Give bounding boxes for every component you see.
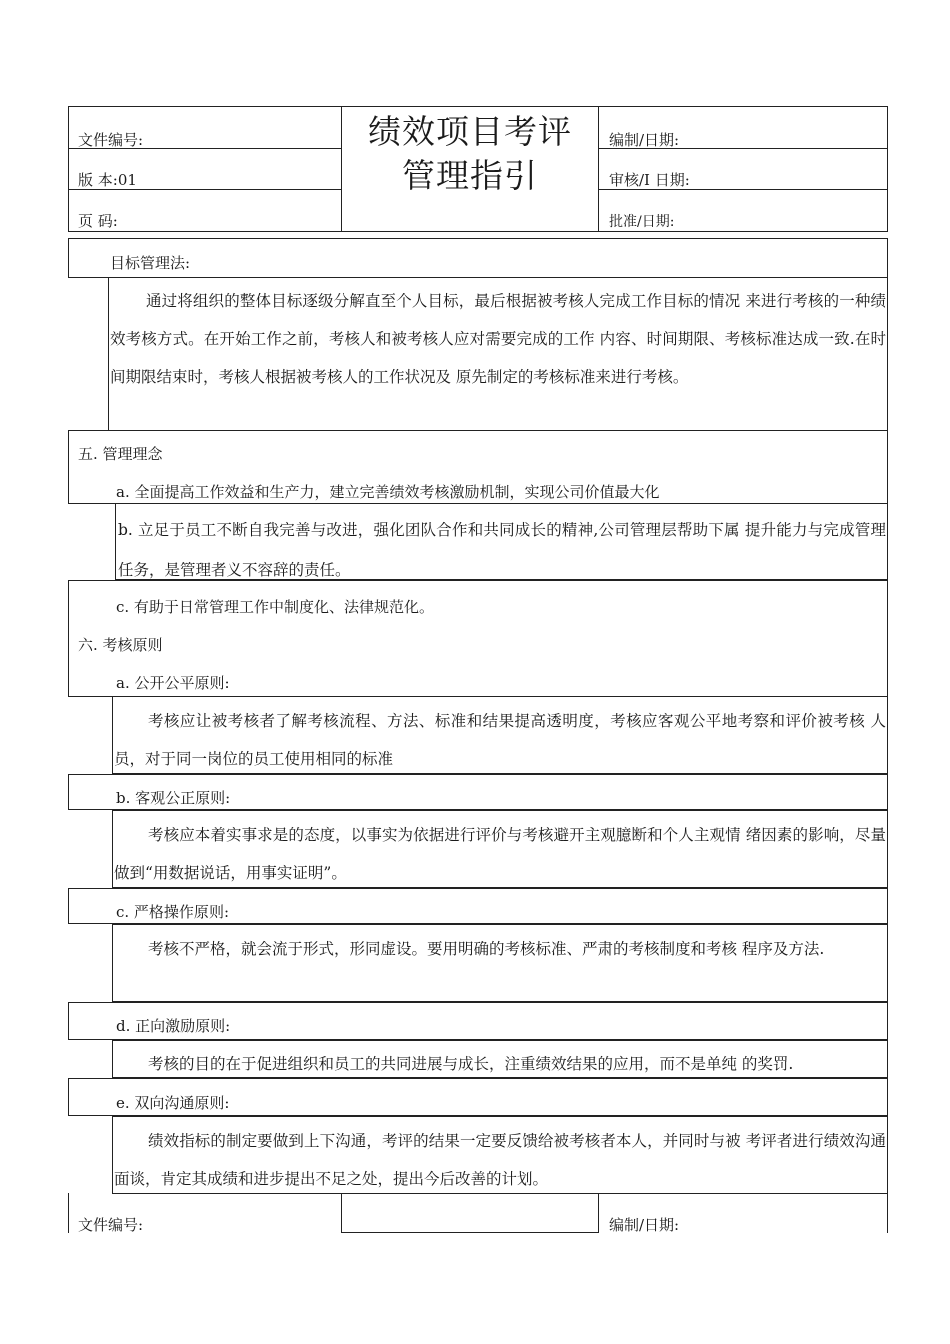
section5-item-a: a. 全面提高工作效益和生产力，建立完善绩效考核激励机制，实现公司价值最大化: [116, 483, 660, 501]
title-line-2: 管理指引: [402, 156, 538, 195]
section6-b-heading: b. 客观公正原则:: [116, 789, 231, 807]
target-mgmt-heading-box: [68, 238, 888, 278]
header-divider-right: [598, 106, 599, 232]
footer-left-border: [68, 1193, 69, 1233]
section5-heading: 五. 管理理念: [78, 445, 163, 463]
version-label: 版 本:01: [78, 171, 137, 189]
section5-item-b-content: b. 立足于员工不断自我完善与改进，强化团队合作和共同成长的精神,公司管理层帮助下属 提升能力与完成管理任务，是管理者义不容辞的责任。: [118, 521, 886, 579]
document-title: [342, 110, 598, 198]
section5-item-c: c. 有助于日常管理工作中制度化、法律规范化。: [116, 598, 434, 616]
doc-number-label: 文件编号:: [78, 131, 144, 149]
section6-c-heading: c. 严格操作原则:: [116, 903, 229, 921]
section6-b-text-content: 考核应本着实事求是的态度，以事实为依据进行评价与考核避开主观臆断和个人主观情 绪因素的影响，尽量做到“用数据说话，用事实证明”。: [114, 826, 886, 882]
section6-a-text-content: 考核应让被考核者了解考核流程、方法、标准和结果提高透明度，考核应客观公平地考察和评价被考核 人员，对于同一岗位的员工使用相同的标准: [114, 712, 886, 768]
section6-e-text-content: 绩效指标的制定要做到上下沟通，考评的结果一定要反馈给被考核者本人，并同时与被 考评者进行绩效沟通面谈，肯定其成绩和进步提出不足之处，提出今后改善的计划。: [114, 1132, 886, 1188]
section5-item-b: [118, 510, 886, 590]
section6-d-text: 考核的目的在于促进组织和员工的共同进展与成长，注重绩效结果的应用，而不是单纯 的奖罚.: [148, 1055, 794, 1073]
footer-title-cell: [341, 1193, 599, 1233]
footer-prepared-date-label: 编制/日期:: [609, 1216, 680, 1234]
footer-right-border: [887, 1193, 888, 1233]
section6-a-text: [114, 702, 886, 778]
section6-a-heading: a. 公开公平原则:: [116, 674, 230, 692]
section6-e-heading: e. 双向沟通原则:: [116, 1094, 230, 1112]
target-mgmt-text: [110, 282, 886, 396]
section6-c-text: [114, 930, 886, 968]
section6-b-text: [114, 816, 886, 892]
section6-heading: 六. 考核原则: [78, 636, 163, 654]
title-line-1: 绩效项目考评: [368, 112, 572, 151]
footer-doc-number-label: 文件编号:: [78, 1216, 144, 1234]
section6-c-text-content: 考核不严格，就会流于形式，形同虚设。要用明确的考核标准、严肃的考核制度和考核 程序及方法.: [148, 940, 825, 958]
approved-date-label: 批准/日期:: [609, 214, 675, 230]
target-mgmt-text-content: 通过将组织的整体目标逐级分解直至个人目标，最后根据被考核人完成工作目标的情况 来进行考核的一种绩效考核方式。在开始工作之前，考核人和被考核人应对需要完成的工作 内容、时间期限、考核标准达成一致.在时间期限结束时，考核人根据被考核人的工作状况及 原先制定的考核标准来进行考核。: [110, 292, 886, 386]
prepared-date-label: 编制/日期:: [609, 131, 680, 149]
target-mgmt-heading: 目标管理法:: [110, 254, 191, 272]
page-number-label: 页 码:: [78, 212, 118, 230]
section6-d-heading: d. 正向激励原则:: [116, 1017, 231, 1035]
section6-e-text: [114, 1122, 886, 1198]
reviewed-date-label: 审核/I 日期:: [609, 171, 690, 189]
